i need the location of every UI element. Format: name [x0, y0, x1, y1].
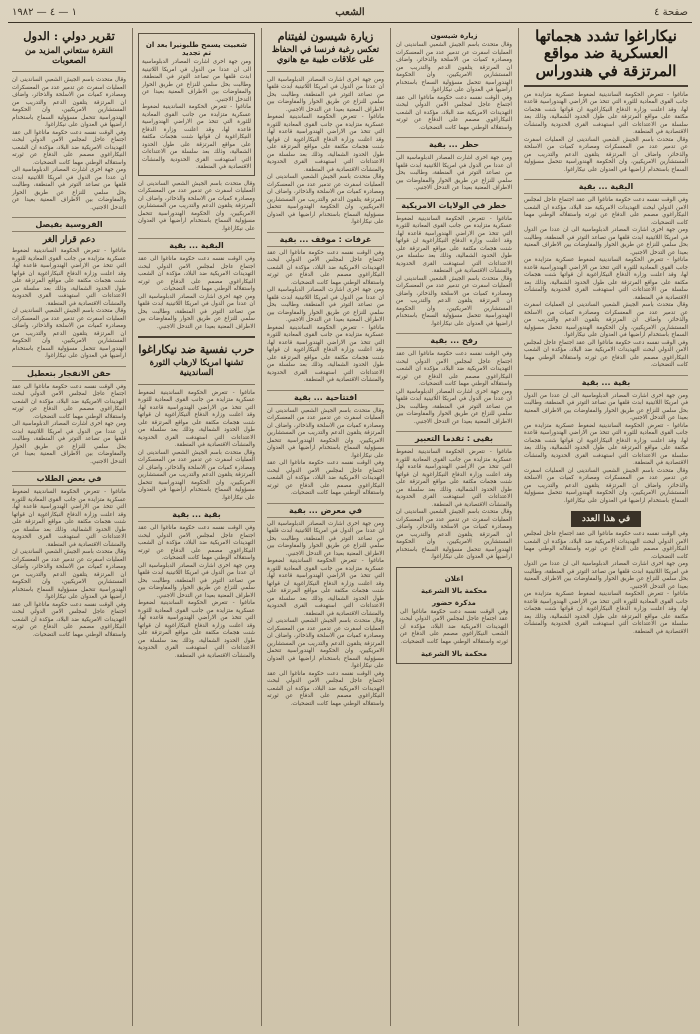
article-text: ومن جهة اخرى اشارت المصادر الدبلوماسية الى ان عددا من الدول في امريكا اللاتينية ابدت قلقها من تصاعد التوتر في المنطقة، وطالبت بحل سلمي للنزاع عن طريق الحوار والمفاوضات بين الاطراف المعنية بعيدا عن التدخل الاجنبي. [524, 561, 688, 590]
article-text: وقال متحدث باسم الجيش الشعبي الساندينى ان العمليات اسفرت عن تدمير عدد من المعسكرات ومصادرة كميات من الاسلحة والذخائر، واضاف ان المرتزقة يتلقون الدعم والتدريب من المستشارين الامريكيين، وان الحكومة الهندوراسية تتحمل مسؤولية السماح باستخدام اراضيها في العدوان على نيكاراغوا. [138, 449, 255, 501]
article-text: ماناغوا - تتعرض الحكومة الساندينية لضغوط عسكرية متزايدة من جانب القوى المعادية للثورة التي تتخذ من الاراضي الهندوراسية قاعدة لها، وقد اعلنت وزارة الدفاع النيكاراغوية ان قواتها شنت هجمات مكثفة على مواقع المرتزقة على طول الحدود الشمالية، وذلك بعد سلسلة من الاعتداءات التي استهدفت القرى الحدودية والمنشآت الاقتصادية في المنطقة. [524, 91, 688, 136]
subheading: افتتاحية ... بقية [267, 390, 384, 405]
subheading: بقيى : تقدما التعبير [396, 431, 512, 446]
article-text: وفي الوقت نفسه دعت حكومة ماناغوا الى عقد اجتماع عاجل لمجلس الامن الدولي لبحث التهديدات الامريكية ضد البلاد، مؤكدة ان الشعب النيكاراغوي مصمم على الدفاع عن ثورته واستقلاله الوطني مهما كانت التضحيات. [12, 129, 126, 166]
subheading: بقية ... بقية [524, 375, 688, 390]
subheading: في معرض ... بقية [267, 503, 384, 518]
column-5 [8, 28, 130, 1026]
article-text: ومن جهة اخرى اشارت المصادر الدبلوماسية الى ان عددا من الدول في امريكا اللاتينية ابدت قلقها من تصاعد التوتر في المنطقة، وطالبت بحل سلمي للنزاع عن طريق الحوار والمفاوضات بين الاطراف المعنية بعيدا عن التدخل الاجنبي. [142, 59, 251, 103]
article-text: ماناغوا - تتعرض الحكومة الساندينية لضغوط عسكرية متزايدة من جانب القوى المعادية للثورة التي تتخذ من الاراضي الهندوراسية قاعدة لها، وقد اعلنت وزارة الدفاع النيكاراغوية ان قواتها شنت هجمات مكثفة على مواقع المرتزقة على طول الحدود الشمالية، وذلك بعد سلسلة من الاعتداءات التي استهدفت القرى الحدودية والمنشآت الاقتصادية في المنطقة. [524, 422, 688, 467]
subheading: زيارة شيسون [430, 32, 478, 40]
article-text: ومن جهة اخرى اشارت المصادر الدبلوماسية الى ان عددا من الدول في امريكا اللاتينية ابدت قلقها من تصاعد التوتر في المنطقة، وطالبت بحل سلمي للنزاع عن طريق الحوار والمفاوضات بين الاطراف المعنية بعيدا عن التدخل الاجنبي. [138, 562, 255, 599]
column-3 [263, 28, 388, 1026]
article-text: ومن جهة اخرى اشارت المصادر الدبلوماسية الى ان عددا من الدول في امريكا اللاتينية ابدت قلقها من تصاعد التوتر في المنطقة، وطالبت بحل سلمي للنزاع عن طريق الحوار والمفاوضات بين الاطراف المعنية بعيدا عن التدخل الاجنبي. [267, 520, 384, 557]
article-text: وفي الوقت نفسه دعت حكومة ماناغوا الى عقد اجتماع عاجل لمجلس الامن الدولي لبحث التهديدات الامريكية ضد البلاد، مؤكدة ان الشعب النيكاراغوي مصمم على الدفاع عن ثورته واستقلاله الوطني مهما كانت التضحيات. [12, 601, 126, 638]
section-banner: في هذا العدد [571, 511, 641, 527]
article-text: وقال متحدث باسم الجيش الشعبي الساندينى ان العمليات اسفرت عن تدمير عدد من المعسكرات ومصادرة كميات من الاسلحة والذخائر، واضاف ان المرتزقة يتلقون الدعم والتدريب من المستشارين الامريكيين، وان الحكومة الهندوراسية تتحمل مسؤولية السماح باستخدام اراضيها في العدوان على نيكاراغوا. [524, 467, 688, 504]
article-text: ماناغوا - تتعرض الحكومة الساندينية لضغوط عسكرية متزايدة من جانب القوى المعادية للثورة التي تتخذ من الاراضي الهندوراسية قاعدة لها، وقد اعلنت وزارة الدفاع النيكاراغوية ان قواتها شنت هجمات مكثفة على مواقع المرتزقة على طول الحدود الشمالية، وذلك بعد سلسلة من الاعتداءات التي استهدفت القرى الحدودية والمنشآت الاقتصادية في المنطقة. [267, 558, 384, 617]
subheading: الفروسية بفيصل [12, 217, 126, 232]
article-deck: النقرة ستعاني المزيد من الصعوبات [24, 45, 114, 66]
article-text: ماناغوا - تتعرض الحكومة الساندينية لضغوط عسكرية متزايدة من جانب القوى المعادية للثورة التي تتخذ من الاراضي الهندوراسية قاعدة لها، وقد اعلنت وزارة الدفاع النيكاراغوية ان قواتها شنت هجمات مكثفة على مواقع المرتزقة على طول الحدود الشمالية، وذلك بعد سلسلة من الاعتداءات التي استهدفت القرى الحدودية والمنشآت الاقتصادية في المنطقة. [524, 591, 688, 635]
article-text: ومن جهة اخرى اشارت المصادر الدبلوماسية الى ان عددا من الدول في امريكا اللاتينية ابدت قلقها من تصاعد التوتر في المنطقة، وطالبت بحل سلمي للنزاع عن طريق الحوار والمفاوضات بين الاطراف المعنية بعيدا عن التدخل الاجنبي. [524, 227, 688, 256]
article-text: وفي الوقت نفسه دعت حكومة ماناغوا الى عقد اجتماع عاجل لمجلس الامن الدولي لبحث التهديدات الامريكية ضد البلاد، مؤكدة ان الشعب النيكاراغوي مصمم على الدفاع عن ثورته واستقلاله الوطني مهما كانت التضحيات. [267, 670, 384, 707]
box-title: شعبيت يسمح طلبونيرا بعد ان تم تجديد [145, 41, 248, 57]
ad-title: اعلان [444, 574, 464, 583]
subheading: غرفات : موقف ... بقية [267, 232, 384, 247]
rule [12, 71, 126, 72]
column-divider [390, 28, 391, 1026]
article-text: ومن جهة اخرى اشارت المصادر الدبلوماسية الى ان عددا من الدول في امريكا اللاتينية ابدت قلقها من تصاعد التوتر في المنطقة، وطالبت بحل سلمي للنزاع عن طريق الحوار والمفاوضات بين الاطراف المعنية بعيدا عن التدخل الاجنبي. [267, 76, 384, 113]
article-text: ومن جهة اخرى اشارت المصادر الدبلوماسية الى ان عددا من الدول في امريكا اللاتينية ابدت قلقها من تصاعد التوتر في المنطقة، وطالبت بحل سلمي للنزاع عن طريق الحوار والمفاوضات بين الاطراف المعنية بعيدا عن التدخل الاجنبي. [396, 388, 512, 425]
article-text: ماناغوا - تتعرض الحكومة الساندينية لضغوط عسكرية متزايدة من جانب القوى المعادية للثورة التي تتخذ من الاراضي الهندوراسية قاعدة لها، وقد اعلنت وزارة الدفاع النيكاراغوية ان قواتها شنت هجمات مكثفة على مواقع المرتزقة على طول الحدود الشمالية، وذلك بعد سلسلة من الاعتداءات التي استهدفت القرى الحدودية والمنشآت الاقتصادية في المنطقة. [11, 248, 126, 307]
boxed-item [138, 33, 255, 176]
page-number: صفحة ٤ [654, 7, 688, 18]
article-text: ماناغوا - تتعرض الحكومة الساندينية لضغوط عسكرية متزايدة من جانب القوى المعادية للثورة التي تتخذ من الاراضي الهندوراسية قاعدة لها، وقد اعلنت وزارة الدفاع النيكاراغوية ان قواتها شنت هجمات مكثفة على مواقع المرتزقة على طول الحدود الشمالية، وذلك بعد سلسلة من الاعتداءات التي استهدفت القرى الحدودية والمنشآت الاقتصادية في المنطقة. [138, 389, 255, 449]
article-text: ماناغوا - تتعرض الحكومة الساندينية لضغوط عسكرية متزايدة من جانب القوى المعادية للثورة التي تتخذ من الاراضي الهندوراسية قاعدة لها، وقد اعلنت وزارة الدفاع النيكاراغوية ان قواتها شنت هجمات مكثفة على مواقع المرتزقة على طول الحدود الشمالية، وذلك بعد سلسلة من الاعتداءات التي استهدفت القرى الحدودية والمنشآت الاقتصادية في المنطقة. [138, 600, 255, 659]
rule [524, 85, 688, 87]
article-text: وفي الوقت نفسه دعت حكومة ماناغوا الى عقد اجتماع عاجل لمجلس الامن الدولي لبحث التهديدات الامريكية ضد البلاد، مؤكدة ان الشعب النيكاراغوي مصمم على الدفاع عن ثورته واستقلاله الوطني مهما كانت التضحيات. [12, 383, 126, 420]
ad-summons: مذكرة حضور [432, 598, 476, 607]
article-text: وقال متحدث باسم الجيش الشعبي الساندينى ان العمليات اسفرت عن تدمير عدد من المعسكرات ومصادرة كميات من الاسلحة والذخائر، واضاف ان المرتزقة يتلقون الدعم والتدريب من المستشارين الامريكيين، وان الحكومة الهندوراسية تتحمل مسؤولية السماح باستخدام اراضيها في العدوان على نيكاراغوا. [12, 77, 126, 129]
article-headline: زيارة شيسون لفيتنام [277, 30, 374, 43]
subheading: البقية ... بقية [138, 238, 255, 253]
article-text: وفي الوقت نفسه دعت حكومة ماناغوا الى عقد اجتماع عاجل لمجلس الامن الدولي لبحث التهديدات الامريكية ضد البلاد، مؤكدة ان الشعب النيكاراغوي مصمم على الدفاع عن ثورته واستقلاله الوطني مهما كانت التضحيات. [524, 197, 688, 226]
column-divider [518, 28, 519, 1026]
article-deck: تشنها امريكا لارهاب الثورة الساندينية [149, 358, 244, 379]
article-text: ماناغوا - تتعرض الحكومة الساندينية لضغوط عسكرية متزايدة من جانب القوى المعادية للثورة التي تتخذ من الاراضي الهندوراسية قاعدة لها، وقد اعلنت وزارة الدفاع النيكاراغوية ان قواتها شنت هجمات مكثفة على مواقع المرتزقة على طول الحدود الشمالية، وذلك بعد سلسلة من الاعتداءات التي استهدفت القرى الحدودية والمنشآت الاقتصادية في المنطقة. [11, 489, 126, 548]
rule [138, 336, 255, 338]
subheading-bold: دعم قرار الغر [42, 235, 96, 246]
article-text: وقال متحدث باسم الجيش الشعبي الساندينى ان العمليات اسفرت عن تدمير عدد من المعسكرات ومصادرة كميات من الاسلحة والذخائر، واضاف ان المرتزقة يتلقون الدعم والتدريب من المستشارين الامريكيين، وان الحكومة الهندوراسية تتحمل مسؤولية السماح باستخدام اراضيها في العدوان على نيكاراغوا. [267, 407, 384, 459]
article-deck: تعكس رغبة فرنسا في الحفاظ على علاقات طيبة مع هانوي [271, 45, 380, 66]
article-text: وقال متحدث باسم الجيش الشعبي الساندينى ان العمليات اسفرت عن تدمير عدد من المعسكرات ومصادرة كميات من الاسلحة والذخائر، واضاف ان المرتزقة يتلقون الدعم والتدريب من المستشارين الامريكيين، وان الحكومة الهندوراسية تتحمل مسؤولية السماح باستخدام اراضيها في العدوان على نيكاراغوا. [524, 136, 688, 173]
main-headline: نيكاراغوا تشدد هجماتها العسكرية ضد مواقع المرتزقة في هندوراس [535, 28, 677, 80]
article-text: وقال متحدث باسم الجيش الشعبي الساندينى ان العمليات اسفرت عن تدمير عدد من المعسكرات ومصادرة كميات من الاسلحة والذخائر، واضاف ان المرتزقة يتلقون الدعم والتدريب من المستشارين الامريكيين، وان الحكومة الهندوراسية تتحمل مسؤولية السماح باستخدام اراضيها في العدوان على نيكاراغوا. [267, 174, 384, 226]
article-text: وفي الوقت نفسه دعت حكومة ماناغوا الى عقد اجتماع عاجل لمجلس الامن الدولي لبحث التهديدات الامريكية ضد البلاد، مؤكدة ان الشعب النيكاراغوي مصمم على الدفاع عن ثورته واستقلاله الوطني مهما كانت التضحيات. [138, 525, 255, 562]
article-text: ومن جهة اخرى اشارت المصادر الدبلوماسية الى ان عددا من الدول في امريكا اللاتينية ابدت قلقها من تصاعد التوتر في المنطقة، وطالبت بحل سلمي للنزاع عن طريق الحوار والمفاوضات بين الاطراف المعنية بعيدا عن التدخل الاجنبي. [12, 421, 126, 465]
ad-text: وفي الوقت نفسه دعت حكومة ماناغوا الى عقد اجتماع عاجل لمجلس الامن الدولي لبحث التهديدات الامريكية ضد البلاد، مؤكدة ان الشعب النيكاراغوي مصمم على الدفاع عن ثورته واستقلاله الوطني مهما كانت التضحيات. [400, 608, 508, 645]
article-headline: حرب نفسية ضد نيكاراغوا [138, 343, 255, 356]
column-divider [261, 28, 262, 1026]
subheading: حقن الانفجار بتعطيل [12, 366, 126, 381]
article-text: ومن جهة اخرى اشارت المصادر الدبلوماسية الى ان عددا من الدول في امريكا اللاتينية ابدت قلقها من تصاعد التوتر في المنطقة، وطالبت بحل سلمي للنزاع عن طريق الحوار والمفاوضات بين الاطراف المعنية بعيدا عن التدخل الاجنبي. [12, 167, 126, 211]
ad-box [396, 567, 512, 665]
subheading: البقية ... بقية [524, 179, 688, 194]
issue-date: ١ — ٤ — ١٩٨٢ [12, 7, 77, 18]
article-text: ماناغوا - تتعرض الحكومة الساندينية لضغوط عسكرية متزايدة من جانب القوى المعادية للثورة التي تتخذ من الاراضي الهندوراسية قاعدة لها، وقد اعلنت وزارة الدفاع النيكاراغوية ان قواتها شنت هجمات مكثفة على مواقع المرتزقة على طول الحدود الشمالية، وذلك بعد سلسلة من الاعتداءات التي استهدفت القرى الحدودية والمنشآت الاقتصادية في المنطقة. [142, 104, 251, 170]
column-2 [392, 28, 516, 1026]
subheading: رفح ... بقية [396, 333, 512, 348]
article-text: وفي الوقت نفسه دعت حكومة ماناغوا الى عقد اجتماع عاجل لمجلس الامن الدولي لبحث التهديدات الامريكية ضد البلاد، مؤكدة ان الشعب النيكاراغوي مصمم على الدفاع عن ثورته واستقلاله الوطني مهما كانت التضحيات. [524, 531, 688, 560]
article-text: ومن جهة اخرى اشارت المصادر الدبلوماسية الى ان عددا من الدول في امريكا اللاتينية ابدت قلقها من تصاعد التوتر في المنطقة، وطالبت بحل سلمي للنزاع عن طريق الحوار والمفاوضات بين الاطراف المعنية بعيدا عن التدخل الاجنبي. [138, 293, 255, 330]
subheading: حظر ... بقية [396, 137, 512, 152]
article-text: ماناغوا - تتعرض الحكومة الساندينية لضغوط عسكرية متزايدة من جانب القوى المعادية للثورة التي تتخذ من الاراضي الهندوراسية قاعدة لها، وقد اعلنت وزارة الدفاع النيكاراغوية ان قواتها شنت هجمات مكثفة على مواقع المرتزقة على طول الحدود الشمالية، وذلك بعد سلسلة من الاعتداءات التي استهدفت القرى الحدودية والمنشآت الاقتصادية في المنطقة. [267, 114, 384, 173]
ad-court: محكمة بالا الشرعية [420, 586, 488, 595]
column-divider [132, 28, 133, 1026]
subheading: بقية ... بقية [138, 507, 255, 522]
article-text: وقال متحدث باسم الجيش الشعبي الساندينى ان العمليات اسفرت عن تدمير عدد من المعسكرات ومصادرة كميات من الاسلحة والذخائر، واضاف ان المرتزقة يتلقون الدعم والتدريب من المستشارين الامريكيين، وان الحكومة الهندوراسية تتحمل مسؤولية السماح باستخدام اراضيها في العدوان على نيكاراغوا. [524, 302, 688, 339]
article-text: ومن جهة اخرى اشارت المصادر الدبلوماسية الى ان عددا من الدول في امريكا اللاتينية ابدت قلقها من تصاعد التوتر في المنطقة، وطالبت بحل سلمي للنزاع عن طريق الحوار والمفاوضات بين الاطراف المعنية بعيدا عن التدخل الاجنبي. [267, 287, 384, 324]
article-text: ماناغوا - تتعرض الحكومة الساندينية لضغوط عسكرية متزايدة من جانب القوى المعادية للثورة التي تتخذ من الاراضي الهندوراسية قاعدة لها، وقد اعلنت وزارة الدفاع النيكاراغوية ان قواتها شنت هجمات مكثفة على مواقع المرتزقة على طول الحدود الشمالية، وذلك بعد سلسلة من الاعتداءات التي استهدفت القرى الحدودية والمنشآت الاقتصادية في المنطقة. [267, 324, 384, 384]
page-header [8, 6, 692, 23]
article-text: وفي الوقت نفسه دعت حكومة ماناغوا الى عقد اجتماع عاجل لمجلس الامن الدولي لبحث التهديدات الامريكية ضد البلاد، مؤكدة ان الشعب النيكاراغوي مصمم على الدفاع عن ثورته واستقلاله الوطني مهما كانت التضحيات. [524, 339, 688, 369]
subheading: خطر في الولايات الامريكية [396, 198, 512, 213]
article-text: وفي الوقت نفسه دعت حكومة ماناغوا الى عقد اجتماع عاجل لمجلس الامن الدولي لبحث التهديدات الامريكية ضد البلاد، مؤكدة ان الشعب النيكاراغوي مصمم على الدفاع عن ثورته واستقلاله الوطني مهما كانت التضحيات. [396, 351, 512, 387]
article-text: وفي الوقت نفسه دعت حكومة ماناغوا الى عقد اجتماع عاجل لمجلس الامن الدولي لبحث التهديدات الامريكية ضد البلاد، مؤكدة ان الشعب النيكاراغوي مصمم على الدفاع عن ثورته واستقلاله الوطني مهما كانت التضحيات. [267, 249, 384, 286]
article-headline: تقرير دولي : الدول [23, 29, 115, 43]
article-text: ومن جهة اخرى اشارت المصادر الدبلوماسية الى ان عددا من الدول في امريكا اللاتينية ابدت قلقها من تصاعد التوتر في المنطقة، وطالبت بحل سلمي للنزاع عن طريق الحوار والمفاوضات بين الاطراف المعنية بعيدا عن التدخل الاجنبي. [524, 392, 688, 422]
rule [138, 384, 255, 385]
article-text: وقال متحدث باسم الجيش الشعبي الساندينى ان العمليات اسفرت عن تدمير عدد من المعسكرات ومصادرة كميات من الاسلحة والذخائر، واضاف ان المرتزقة يتلقون الدعم والتدريب من المستشارين الامريكيين، وان الحكومة الهندوراسية تتحمل مسؤولية السماح باستخدام اراضيها في العدوان على نيكاراغوا. [267, 618, 384, 670]
newspaper-name: الشعب [335, 7, 365, 18]
article-text: وقال متحدث باسم الجيش الشعبي الساندينى ان العمليات اسفرت عن تدمير عدد من المعسكرات ومصادرة كميات من الاسلحة والذخائر، واضاف ان المرتزقة يتلقون الدعم والتدريب من المستشارين الامريكيين، وان الحكومة الهندوراسية تتحمل مسؤولية السماح باستخدام اراضيها في العدوان على نيكاراغوا. [396, 275, 512, 327]
ad-court: محكمة بالا الشرعية [420, 650, 488, 658]
rule [267, 71, 384, 72]
article-text: وقال متحدث باسم الجيش الشعبي الساندينى ان العمليات اسفرت عن تدمير عدد من المعسكرات ومصادرة كميات من الاسلحة والذخائر، واضاف ان المرتزقة يتلقون الدعم والتدريب من المستشارين الامريكيين، وان الحكومة الهندوراسية تتحمل مسؤولية السماح باستخدام اراضيها في العدوان على نيكاراغوا. [138, 180, 255, 232]
article-text: ماناغوا - تتعرض الحكومة الساندينية لضغوط عسكرية متزايدة من جانب القوى المعادية للثورة التي تتخذ من الاراضي الهندوراسية قاعدة لها، وقد اعلنت وزارة الدفاع النيكاراغوية ان قواتها شنت هجمات مكثفة على مواقع المرتزقة على طول الحدود الشمالية، وذلك بعد سلسلة من الاعتداءات التي استهدفت القرى الحدودية والمنشآت الاقتصادية في المنطقة. [524, 257, 688, 301]
article-text: وفي الوقت نفسه دعت حكومة ماناغوا الى عقد اجتماع عاجل لمجلس الامن الدولي لبحث التهديدات الامريكية ضد البلاد، مؤكدة ان الشعب النيكاراغوي مصمم على الدفاع عن ثورته واستقلاله الوطني مهما كانت التضحيات. [138, 256, 255, 292]
article-text: وقال متحدث باسم الجيش الشعبي الساندينى ان العمليات اسفرت عن تدمير عدد من المعسكرات ومصادرة كميات من الاسلحة والذخائر، واضاف ان المرتزقة يتلقون الدعم والتدريب من المستشارين الامريكيين، وان الحكومة الهندوراسية تتحمل مسؤولية السماح باستخدام اراضيها في العدوان على نيكاراغوا. [12, 549, 126, 601]
column-1 [520, 28, 692, 1026]
article-text: وقال متحدث باسم الجيش الشعبي الساندينى ان العمليات اسفرت عن تدمير عدد من المعسكرات ومصادرة كميات من الاسلحة والذخائر، واضاف ان المرتزقة يتلقون الدعم والتدريب من المستشارين الامريكيين، وان الحكومة الهندوراسية تتحمل مسؤولية السماح باستخدام اراضيها في العدوان على نيكاراغوا. [396, 42, 512, 93]
article-text: وقال متحدث باسم الجيش الشعبي الساندينى ان العمليات اسفرت عن تدمير عدد من المعسكرات ومصادرة كميات من الاسلحة والذخائر، واضاف ان المرتزقة يتلقون الدعم والتدريب من المستشارين الامريكيين، وان الحكومة الهندوراسية تتحمل مسؤولية السماح باستخدام اراضيها في العدوان على نيكاراغوا. [12, 308, 126, 360]
article-text: ماناغوا - تتعرض الحكومة الساندينية لضغوط عسكرية متزايدة من جانب القوى المعادية للثورة التي تتخذ من الاراضي الهندوراسية قاعدة لها، وقد اعلنت وزارة الدفاع النيكاراغوية ان قواتها شنت هجمات مكثفة على مواقع المرتزقة على طول الحدود الشمالية، وذلك بعد سلسلة من الاعتداءات التي استهدفت القرى الحدودية والمنشآت الاقتصادية في المنطقة. [396, 215, 512, 274]
article-text: وقال متحدث باسم الجيش الشعبي الساندينى ان العمليات اسفرت عن تدمير عدد من المعسكرات ومصادرة كميات من الاسلحة والذخائر، واضاف ان المرتزقة يتلقون الدعم والتدريب من المستشارين الامريكيين، وان الحكومة الهندوراسية تتحمل مسؤولية السماح باستخدام اراضيها في العدوان على نيكاراغوا. [396, 509, 512, 560]
article-text: وفي الوقت نفسه دعت حكومة ماناغوا الى عقد اجتماع عاجل لمجلس الامن الدولي لبحث التهديدات الامريكية ضد البلاد، مؤكدة ان الشعب النيكاراغوي مصمم على الدفاع عن ثورته واستقلاله الوطني مهما كانت التضحيات. [396, 94, 512, 131]
subheading: في بعض الطلاب [12, 471, 126, 486]
column-4 [134, 28, 259, 1026]
article-text: وفي الوقت نفسه دعت حكومة ماناغوا الى عقد اجتماع عاجل لمجلس الامن الدولي لبحث التهديدات الامريكية ضد البلاد، مؤكدة ان الشعب النيكاراغوي مصمم على الدفاع عن ثورته واستقلاله الوطني مهما كانت التضحيات. [267, 460, 384, 497]
article-text: ومن جهة اخرى اشارت المصادر الدبلوماسية الى ان عددا من الدول في امريكا اللاتينية ابدت قلقها من تصاعد التوتر في المنطقة، وطالبت بحل سلمي للنزاع عن طريق الحوار والمفاوضات بين الاطراف المعنية بعيدا عن التدخل الاجنبي. [396, 155, 512, 191]
article-text: ماناغوا - تتعرض الحكومة الساندينية لضغوط عسكرية متزايدة من جانب القوى المعادية للثورة التي تتخذ من الاراضي الهندوراسية قاعدة لها، وقد اعلنت وزارة الدفاع النيكاراغوية ان قواتها شنت هجمات مكثفة على مواقع المرتزقة على طول الحدود الشمالية، وذلك بعد سلسلة من الاعتداءات التي استهدفت القرى الحدودية والمنشآت الاقتصادية في المنطقة. [396, 449, 512, 508]
